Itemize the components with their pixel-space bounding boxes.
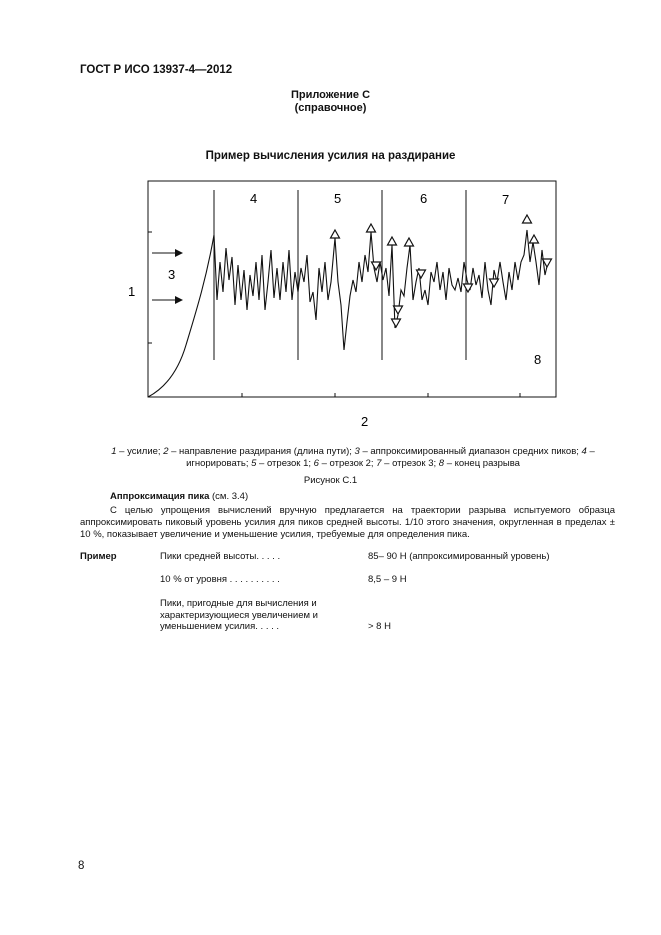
document-header: ГОСТ Р ИСО 13937-4—2012 (80, 64, 233, 76)
peak-marker-down (392, 319, 401, 327)
range-label: 3 (168, 267, 176, 282)
section-ref: (см. 3.4) (209, 491, 249, 502)
caption-number: 4 (581, 446, 587, 457)
segment-label-6: 6 (420, 191, 428, 206)
caption-text: – конец разрыва (444, 458, 520, 469)
caption-text: – отрезок 1; (256, 458, 314, 469)
chart-frame (148, 181, 556, 397)
x-axis-label: 2 (361, 414, 369, 429)
caption-text: – усилие; (116, 446, 164, 457)
end-label: 8 (534, 352, 542, 367)
page-number: 8 (78, 860, 85, 872)
caption-text: – отрезок 2; (318, 458, 377, 469)
segment-dividers (214, 190, 466, 360)
peak-marker-up (367, 224, 376, 232)
example-row-3-line: характеризующиеся увеличением и (160, 609, 318, 621)
figure-number: Рисунок С.1 (303, 475, 358, 486)
y-axis-label: 1 (128, 284, 136, 299)
peak-marker-down (464, 284, 473, 292)
example-row-1-right: 85– 90 Н (аппроксимированный уровень) (368, 551, 550, 562)
peak-marker-down (490, 279, 499, 287)
caption-text: – отрезок 3; (381, 458, 439, 469)
peak-marker-up (388, 237, 397, 245)
example-label: Пример (80, 551, 117, 562)
annex-title: Приложение С (290, 89, 371, 101)
section-title: Аппроксимация пика (110, 491, 210, 502)
caption-number: 2 (163, 446, 169, 457)
example-row-2-right: 8,5 – 9 Н (368, 574, 407, 585)
initial-ramp-curve (148, 235, 214, 397)
tear-force-chart (0, 0, 661, 440)
peak-marker-up (530, 235, 539, 243)
example-row-3-line: Пики, пригодные для вычисления и (160, 598, 317, 609)
example-row-3-line: уменьшением усилия. . . . . (160, 621, 280, 633)
caption-number: 1 (111, 446, 117, 457)
y-axis-ticks (148, 232, 152, 343)
example-row-1-left: Пики средней высоты. . . . . (160, 551, 281, 562)
segment-label-4: 4 (250, 191, 258, 206)
figure-title: Пример вычисления усилия на раздирание (205, 150, 456, 162)
figure-caption (88, 446, 618, 470)
example-row-3-right: > 8 Н (368, 621, 391, 632)
peak-marker-up (331, 230, 340, 238)
caption-number: 5 (251, 458, 257, 469)
caption-number: 7 (376, 458, 382, 469)
caption-number: 6 (313, 458, 319, 469)
segment-label-5: 5 (334, 191, 342, 206)
section-paragraph: С целью упрощения вычислений вручную предлагается на траектории разрыва испытуемого образца аппроксимировать пиковый уровень усилия для пиков средней высоты. 1/10 этого значения, округленная в пределах ± 10 %, показывает увеличение и уменьшение усилия, требуемые для определения пика. (80, 505, 615, 540)
caption-number: 8 (438, 458, 445, 469)
caption-number: 3 (354, 446, 360, 457)
section-heading (110, 491, 248, 502)
annex-subtitle: (справочное) (294, 102, 367, 114)
x-axis-ticks (242, 393, 520, 397)
peak-marker-up (523, 215, 532, 223)
caption-text: – направление раздирания (длина пути); (168, 446, 355, 457)
example-row-2-left: 10 % от уровня . . . . . . . . . . (160, 574, 280, 585)
peak-marker-up (405, 238, 414, 246)
caption-text: – игнорировать; (186, 446, 595, 469)
segment-label-7: 7 (502, 192, 510, 207)
caption-text: – аппроксимированный диапазон средних пиков; (359, 446, 582, 457)
example-row-3-left (160, 598, 318, 633)
tear-force-line (214, 230, 548, 350)
